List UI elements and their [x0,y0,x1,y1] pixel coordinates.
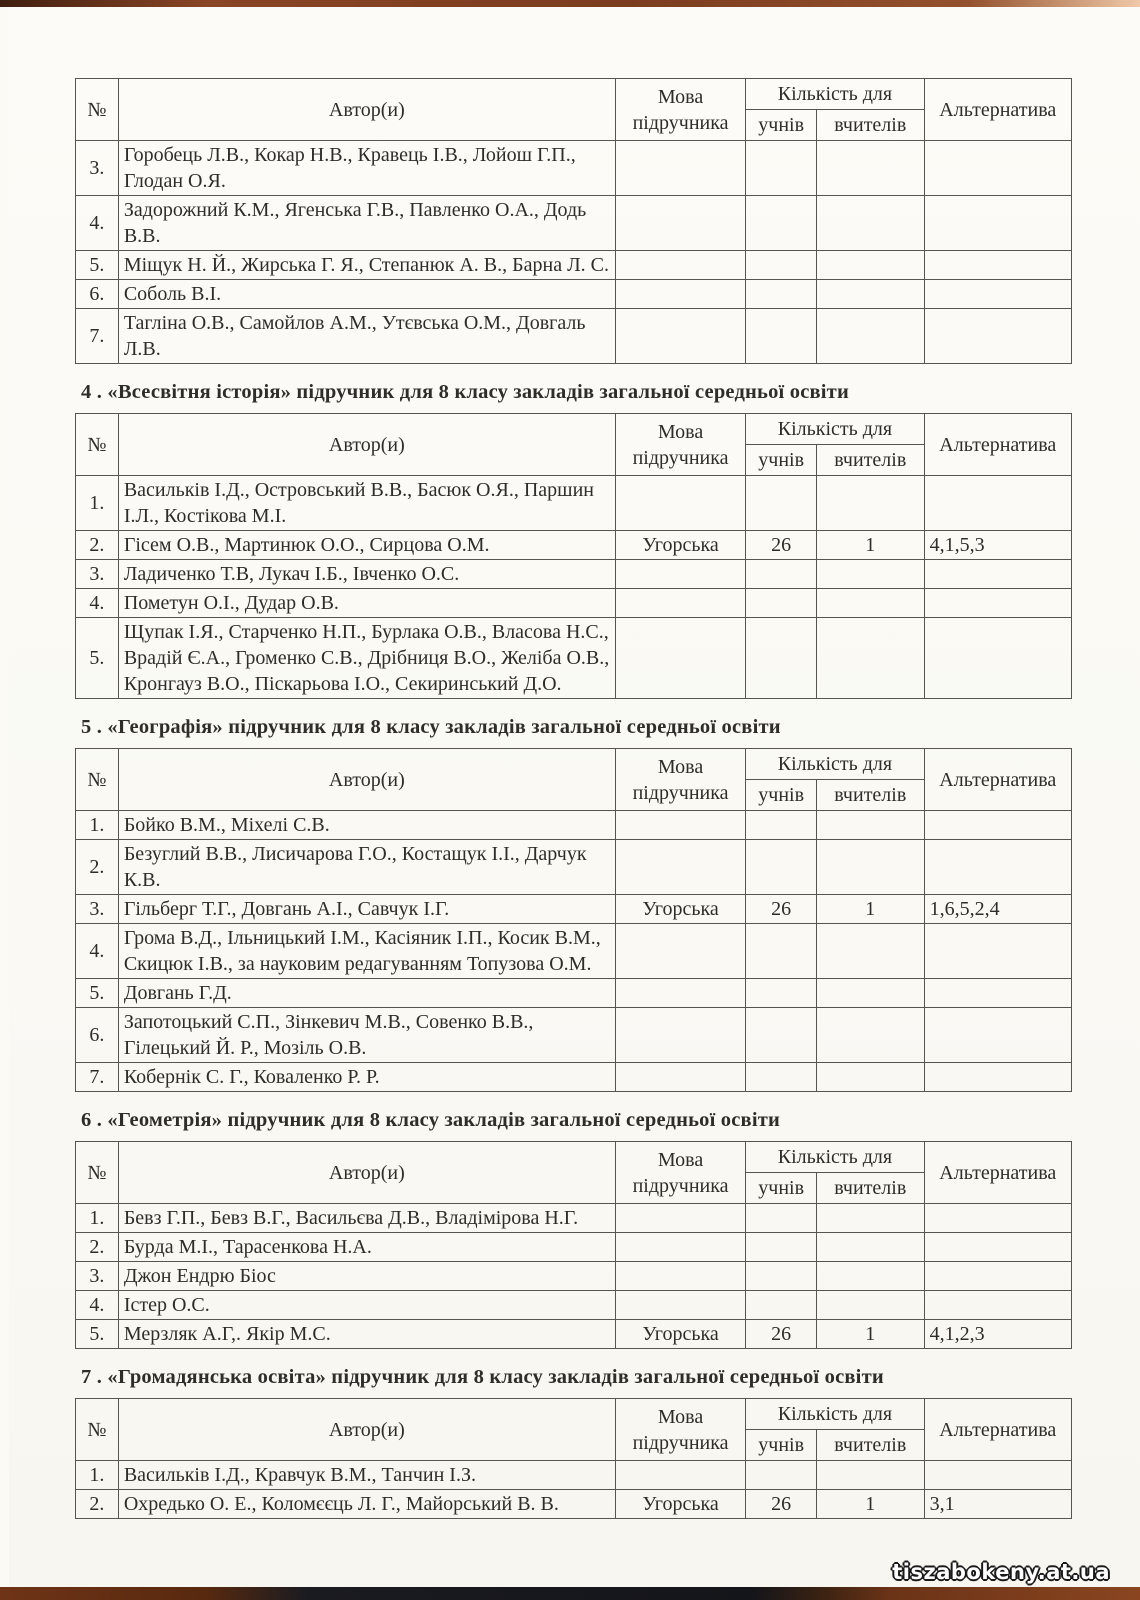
cell-authors: Соболь В.І. [118,280,615,309]
cell-alternative [924,979,1071,1008]
cell-authors: Ладиченко Т.В, Лукач І.Б., Івченко О.С. [118,560,615,589]
cell-teachers: 1 [817,1490,925,1519]
cell-teachers [817,1262,925,1291]
cell-language [615,1008,745,1063]
cell-teachers: 1 [817,1320,925,1349]
table-row [76,309,1072,364]
cell-students [746,1008,817,1063]
header-quantity: Кількість для [746,1399,924,1430]
cell-num: 5. [76,979,119,1008]
cell-students [746,251,817,280]
cell-teachers [817,196,925,251]
cell-authors: Гільберг Т.Г., Довгань А.І., Савчук І.Г. [118,895,615,924]
cell-teachers [817,476,925,531]
cell-language [615,196,745,251]
cell-num: 5. [76,251,119,280]
scan-edge-top [0,0,1140,7]
cell-students [746,1233,817,1262]
cell-students: 26 [746,1490,817,1519]
cell-alternative: 4,1,5,3 [924,531,1071,560]
cell-language [615,280,745,309]
section-title: 4 . «Всесвітня історія» підручник для 8 класу закладів загальної середньої освіти [81,381,849,403]
header-language: Мова підручника [615,79,745,141]
cell-num: 1. [76,476,119,531]
cell-num: 3. [76,141,119,196]
cell-students [746,141,817,196]
cell-language: Угорська [615,895,745,924]
cell-language [615,1233,745,1262]
cell-alternative [924,1063,1071,1092]
cell-alternative [924,1233,1071,1262]
header-quantity: Кількість для [746,79,924,110]
table-row [76,196,1072,251]
cell-num: 3. [76,560,119,589]
cell-authors: Міщук Н. Й., Жирська Г. Я., Степанюк А. В., Барна Л. С. [118,251,615,280]
table-row [76,840,1072,895]
cell-alternative [924,1008,1071,1063]
textbook-section [75,1364,1140,1519]
textbook-table [75,1398,1072,1519]
cell-authors: Істер О.С. [118,1291,615,1320]
table-row [76,895,1072,924]
table-row [76,141,1072,196]
cell-authors: Запотоцький С.П., Зінкевич М.В., Совенко В.В., Гілецький Й. Р., Мозіль О.В. [118,1008,615,1063]
cell-language [615,309,745,364]
cell-authors: Бевз Г.П., Бевз В.Г., Васильєва Д.В., Владімірова Н.Г. [118,1204,615,1233]
cell-students [746,476,817,531]
cell-teachers [817,1461,925,1490]
cell-authors: Бойко В.М., Міхелі С.В. [118,811,615,840]
textbook-table [75,1141,1072,1349]
cell-authors: Бурда М.І., Тарасенкова Н.А. [118,1233,615,1262]
textbook-section [75,78,1140,364]
header-students: учнів [746,1430,817,1461]
cell-authors: Гісем О.В., Мартинюк О.О., Сирцова О.М. [118,531,615,560]
cell-language [615,840,745,895]
table-header [76,414,1072,476]
section-title: 5 . «Географія» підручник для 8 класу закладів загальної середньої освіти [81,716,781,738]
cell-authors: Грома В.Д., Ільницький І.М., Касіяник І.П., Косик В.М., Скицюк І.В., за науковим редагуванням Топузова О.М. [118,924,615,979]
cell-alternative [924,476,1071,531]
header-alternative: Альтернатива [924,1142,1071,1204]
cell-alternative: 4,1,2,3 [924,1320,1071,1349]
cell-num: 2. [76,840,119,895]
table-row [76,979,1072,1008]
table-row [76,1233,1072,1262]
cell-teachers [817,1063,925,1092]
cell-num: 3. [76,895,119,924]
document-body [9,7,1140,1587]
header-quantity: Кількість для [746,749,924,780]
table-header [76,79,1072,141]
header-quantity: Кількість для [746,414,924,445]
cell-num: 4. [76,1291,119,1320]
cell-teachers [817,589,925,618]
cell-teachers [817,141,925,196]
cell-num: 4. [76,589,119,618]
table-row [76,476,1072,531]
cell-num: 3. [76,1262,119,1291]
cell-language [615,560,745,589]
cell-authors: Пометун О.І., Дудар О.В. [118,589,615,618]
header-students: учнів [746,110,817,141]
cell-language [615,811,745,840]
cell-authors: Довгань Г.Д. [118,979,615,1008]
cell-authors: Васильків І.Д., Кравчук В.М., Танчин І.З. [118,1461,615,1490]
scan-edge-left [0,0,9,1600]
cell-alternative [924,280,1071,309]
cell-alternative [924,589,1071,618]
textbook-table [75,78,1072,364]
cell-teachers: 1 [817,895,925,924]
cell-num: 1. [76,1461,119,1490]
cell-teachers [817,979,925,1008]
cell-students: 26 [746,895,817,924]
cell-students [746,1063,817,1092]
table-row [76,1262,1072,1291]
cell-teachers: 1 [817,531,925,560]
cell-alternative: 1,6,5,2,4 [924,895,1071,924]
table-header [76,1399,1072,1461]
cell-authors: Охредько О. Е., Коломєєць Л. Г., Майорський В. В. [118,1490,615,1519]
cell-alternative [924,141,1071,196]
table-row [76,280,1072,309]
header-authors: Автор(и) [118,1399,615,1461]
cell-students: 26 [746,531,817,560]
cell-language [615,589,745,618]
header-students: учнів [746,780,817,811]
cell-students [746,979,817,1008]
cell-alternative [924,560,1071,589]
textbook-table [75,413,1072,699]
cell-teachers [817,1233,925,1262]
table-row [76,1063,1072,1092]
cell-teachers [817,1204,925,1233]
textbook-section [75,714,1140,1092]
cell-language [615,141,745,196]
header-num: № [76,1142,119,1204]
cell-num: 4. [76,196,119,251]
cell-alternative [924,1204,1071,1233]
header-num: № [76,414,119,476]
header-language: Мова підручника [615,1399,745,1461]
header-authors: Автор(и) [118,1142,615,1204]
cell-students [746,1461,817,1490]
cell-alternative [924,309,1071,364]
cell-students [746,1291,817,1320]
textbook-section [75,1107,1140,1349]
cell-authors: Тагліна О.В., Самойлов А.М., Утєвська О.М., Довгаль Л.В. [118,309,615,364]
cell-authors: Джон Ендрю Біос [118,1262,615,1291]
cell-num: 6. [76,1008,119,1063]
cell-students [746,1262,817,1291]
header-teachers: вчителів [817,110,925,141]
cell-num: 6. [76,280,119,309]
cell-language [615,979,745,1008]
header-alternative: Альтернатива [924,1399,1071,1461]
watermark: tiszabokeny.at.ua [892,1560,1110,1584]
cell-teachers [817,840,925,895]
cell-teachers [817,924,925,979]
cell-students [746,280,817,309]
table-row [76,1461,1072,1490]
cell-students [746,811,817,840]
cell-language: Угорська [615,1490,745,1519]
cell-num: 1. [76,811,119,840]
cell-students [746,1204,817,1233]
cell-teachers [817,560,925,589]
cell-num: 2. [76,1490,119,1519]
cell-students [746,309,817,364]
cell-language [615,251,745,280]
header-students: учнів [746,445,817,476]
header-quantity: Кількість для [746,1142,924,1173]
header-num: № [76,79,119,141]
cell-authors: Кобернік С. Г., Коваленко Р. Р. [118,1063,615,1092]
cell-num: 7. [76,1063,119,1092]
cell-num: 2. [76,1233,119,1262]
cell-students [746,196,817,251]
header-authors: Автор(и) [118,79,615,141]
textbook-table [75,748,1072,1092]
cell-teachers [817,251,925,280]
cell-teachers [817,811,925,840]
cell-language [615,1291,745,1320]
header-teachers: вчителів [817,780,925,811]
cell-authors: Щупак І.Я., Старченко Н.П., Бурлака О.В., Власова Н.С., Врадій Є.А., Громенко С.В., Дрібниця В.О., Желіба О.В., Кронгауз В.О., Піскарьова І.О., Секиринський Д.О. [118,618,615,699]
table-row [76,1204,1072,1233]
cell-language [615,618,745,699]
cell-teachers [817,1291,925,1320]
header-teachers: вчителів [817,445,925,476]
header-language: Мова підручника [615,414,745,476]
cell-alternative [924,811,1071,840]
header-language: Мова підручника [615,749,745,811]
cell-authors: Мерзляк А.Г,. Якір М.С. [118,1320,615,1349]
cell-num: 4. [76,924,119,979]
cell-language: Угорська [615,531,745,560]
header-num: № [76,1399,119,1461]
cell-alternative [924,196,1071,251]
cell-alternative [924,618,1071,699]
cell-language [615,1461,745,1490]
table-row [76,560,1072,589]
cell-alternative [924,924,1071,979]
section-title: 6 . «Геометрія» підручник для 8 класу закладів загальної середньої освіти [81,1109,780,1131]
cell-authors: Безуглий В.В., Лисичарова Г.О., Костащук І.І., Дарчук К.В. [118,840,615,895]
cell-authors: Васильків І.Д., Островський В.В., Басюк О.Я., Паршин І.Л., Костікова М.І. [118,476,615,531]
cell-num: 2. [76,531,119,560]
section-title: 7 . «Громадянська освіта» підручник для 8 класу закладів загальної середньої освіти [81,1366,884,1388]
cell-language [615,924,745,979]
table-row [76,531,1072,560]
cell-alternative [924,251,1071,280]
cell-students [746,924,817,979]
table-row [76,924,1072,979]
header-teachers: вчителів [817,1173,925,1204]
cell-alternative [924,1461,1071,1490]
cell-students: 26 [746,1320,817,1349]
header-teachers: вчителів [817,1430,925,1461]
cell-num: 7. [76,309,119,364]
cell-students [746,618,817,699]
cell-students [746,840,817,895]
cell-alternative [924,840,1071,895]
header-language: Мова підручника [615,1142,745,1204]
table-row [76,1291,1072,1320]
cell-alternative [924,1262,1071,1291]
table-row [76,589,1072,618]
cell-alternative [924,1291,1071,1320]
table-row [76,1320,1072,1349]
cell-num: 5. [76,1320,119,1349]
cell-teachers [817,618,925,699]
scan-edge-bottom [0,1587,1140,1600]
header-num: № [76,749,119,811]
cell-language [615,1262,745,1291]
cell-authors: Горобець Л.В., Кокар Н.В., Кравець І.В., Лойош Г.П., Глодан О.Я. [118,141,615,196]
cell-num: 1. [76,1204,119,1233]
table-header [76,1142,1072,1204]
table-row [76,618,1072,699]
header-alternative: Альтернатива [924,749,1071,811]
table-row [76,1490,1072,1519]
cell-teachers [817,1008,925,1063]
table-row [76,1008,1072,1063]
cell-teachers [817,309,925,364]
cell-authors: Задорожний К.М., Ягенська Г.В., Павленко О.А., Додь В.В. [118,196,615,251]
textbook-section [75,379,1140,699]
cell-alternative: 3,1 [924,1490,1071,1519]
cell-language [615,1204,745,1233]
cell-students [746,589,817,618]
header-alternative: Альтернатива [924,79,1071,141]
header-authors: Автор(и) [118,414,615,476]
cell-teachers [817,280,925,309]
cell-language [615,476,745,531]
header-students: учнів [746,1173,817,1204]
cell-language [615,1063,745,1092]
table-row [76,251,1072,280]
cell-students [746,560,817,589]
header-authors: Автор(и) [118,749,615,811]
table-row [76,811,1072,840]
cell-num: 5. [76,618,119,699]
header-alternative: Альтернатива [924,414,1071,476]
table-header [76,749,1072,811]
cell-language: Угорська [615,1320,745,1349]
